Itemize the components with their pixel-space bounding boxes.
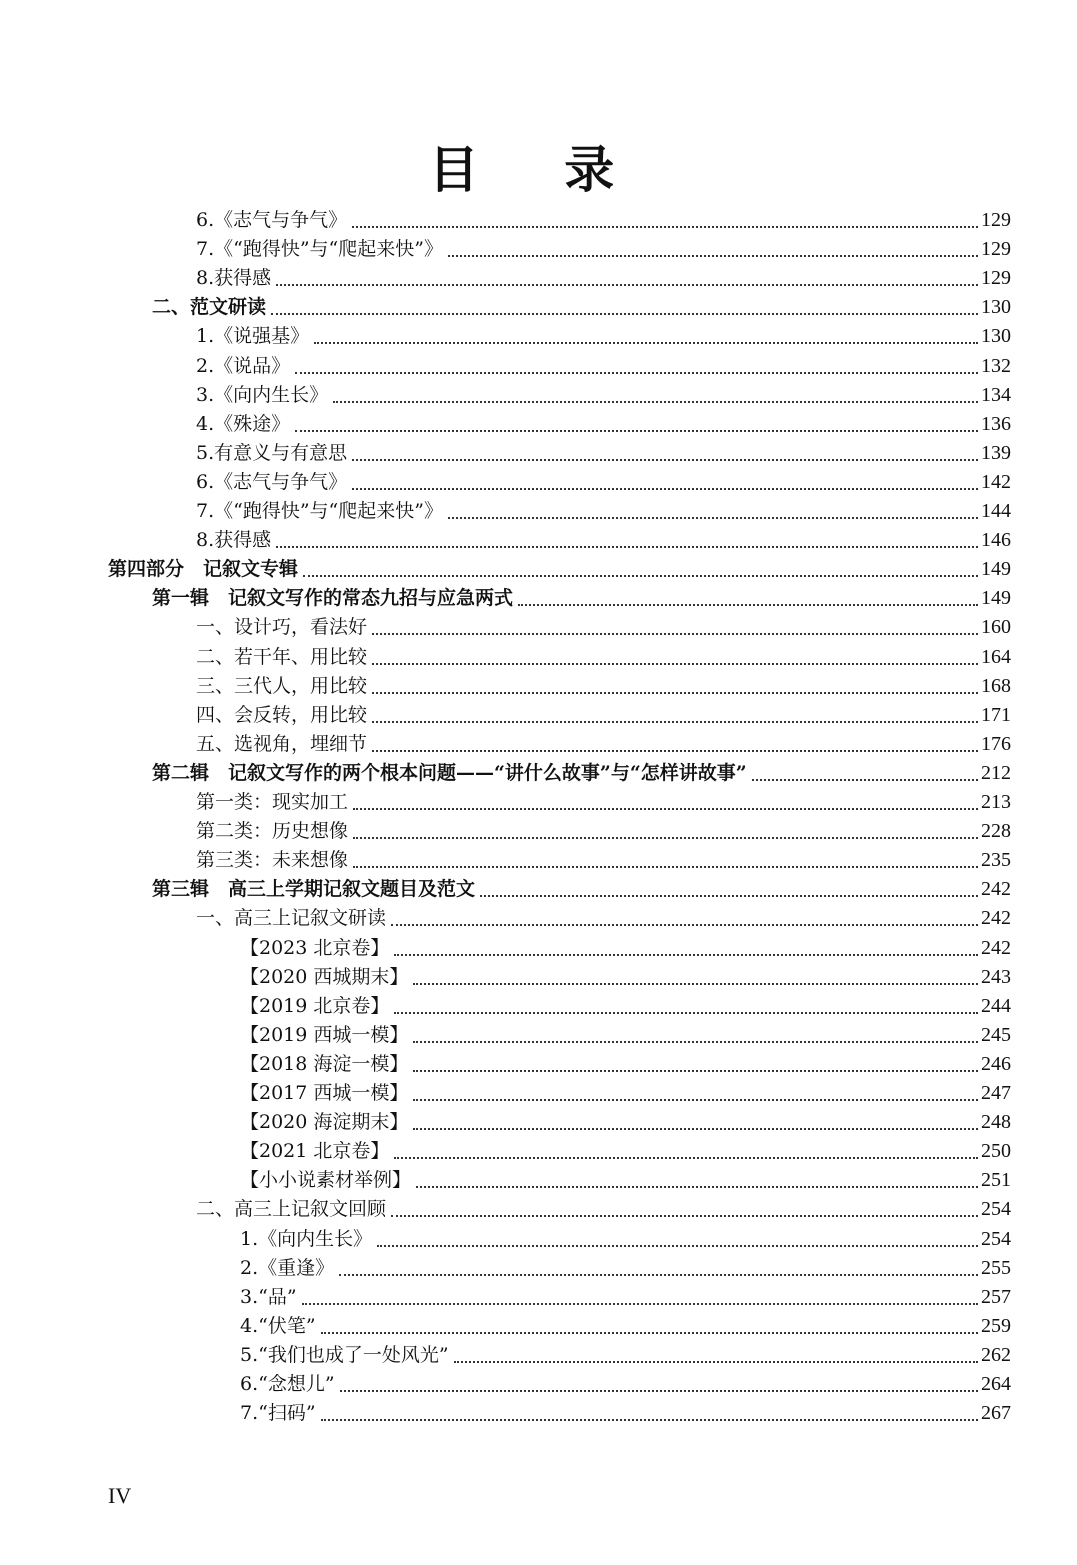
toc-dot-leader: [295, 372, 978, 374]
toc-dot-leader: [394, 954, 978, 956]
toc-entry[interactable]: [196, 206, 1011, 235]
toc-dot-leader: [314, 342, 978, 344]
toc-entry-page-number: 254: [981, 1228, 1011, 1250]
toc-entry-page-number: 160: [981, 616, 1011, 638]
toc-dot-leader: [372, 663, 978, 665]
toc-dot-leader: [413, 1041, 978, 1043]
toc-entry-label: 第三类：未来想像: [196, 849, 349, 871]
toc-entry-page-number: 149: [981, 587, 1011, 609]
toc-entry-label: 第一类：现实加工: [196, 791, 349, 813]
toc-entry-label: 【2019 北京卷】: [240, 995, 390, 1017]
toc-entry-page-number: 244: [981, 995, 1011, 1017]
toc-entry-page-number: 262: [981, 1344, 1011, 1366]
toc-entry[interactable]: [196, 730, 1011, 759]
toc-entry-label: 一、设计巧，看法好: [196, 616, 368, 638]
toc-entry[interactable]: [196, 701, 1011, 730]
toc-entry-label: 5.“我们也成了一处风光”: [240, 1344, 449, 1366]
toc-entry-label: 3.“品”: [240, 1286, 297, 1308]
toc-entry-label: 【小小说素材举例】: [240, 1169, 412, 1191]
page-title: 目 录: [428, 140, 649, 199]
toc-entry[interactable]: [196, 468, 1011, 497]
toc-entry-page-number: 264: [981, 1373, 1011, 1395]
toc-entry-page-number: 129: [981, 238, 1011, 260]
toc-entry[interactable]: [196, 817, 1011, 846]
toc-entry-page-number: 136: [981, 413, 1011, 435]
toc-entry-page-number: 257: [981, 1286, 1011, 1308]
page-number-folio: IV: [108, 1483, 132, 1508]
toc-entry-label: 第四部分 记叙文专辑: [108, 558, 299, 580]
toc-entry-page-number: 134: [981, 384, 1011, 406]
toc-entry-label: 【2017 西城一模】: [240, 1082, 409, 1104]
toc-entry-label: 6.《志气与争气》: [196, 209, 348, 231]
toc-entry[interactable]: [196, 497, 1011, 526]
toc-entry-page-number: 142: [981, 471, 1011, 493]
toc-dot-leader: [391, 924, 978, 926]
toc-entry[interactable]: [196, 410, 1011, 439]
toc-dot-leader: [271, 313, 978, 315]
toc-entry[interactable]: [152, 875, 1011, 904]
toc-entry[interactable]: [196, 381, 1011, 410]
toc-entry[interactable]: [196, 352, 1011, 381]
toc-dot-leader: [333, 401, 978, 403]
toc-entry[interactable]: [196, 846, 1011, 875]
toc-entry-label: 【2019 西城一模】: [240, 1024, 409, 1046]
toc-entry[interactable]: [240, 1370, 1011, 1399]
toc-dot-leader: [339, 1274, 978, 1276]
toc-dot-leader: [352, 226, 978, 228]
toc-entry-label: 一、高三上记叙文研读: [196, 907, 387, 929]
toc-entry-label: 第二类：历史想像: [196, 820, 349, 842]
toc-dot-leader: [454, 1361, 978, 1363]
toc-entry[interactable]: [240, 1225, 1011, 1254]
toc-entry-page-number: 242: [981, 937, 1011, 959]
toc-dot-leader: [448, 255, 978, 257]
toc-entry[interactable]: [196, 643, 1011, 672]
toc-dot-leader: [321, 1332, 978, 1334]
toc-entry-label: 二、高三上记叙文回顾: [196, 1198, 387, 1220]
toc-entry[interactable]: [196, 264, 1011, 293]
toc-entry-page-number: 246: [981, 1053, 1011, 1075]
toc-entry-label: 【2023 北京卷】: [240, 937, 390, 959]
toc-entry-page-number: 254: [981, 1198, 1011, 1220]
toc-entry-page-number: 242: [981, 878, 1011, 900]
toc-entry-label: 二、范文研读: [152, 296, 267, 318]
toc-entry-page-number: 168: [981, 675, 1011, 697]
toc-entry-page-number: 164: [981, 646, 1011, 668]
toc-dot-leader: [372, 633, 978, 635]
toc-entry-page-number: 243: [981, 966, 1011, 988]
toc-entry-label: 8.获得感: [196, 529, 272, 551]
toc-entry-page-number: 146: [981, 529, 1011, 551]
toc-entry[interactable]: [196, 1195, 1011, 1224]
toc-entry-page-number: 130: [981, 296, 1011, 318]
toc-entry-page-number: 245: [981, 1024, 1011, 1046]
toc-dot-leader: [518, 604, 978, 606]
toc-entry-label: 6.“念想儿”: [240, 1373, 335, 1395]
toc-entry[interactable]: [196, 235, 1011, 264]
toc-entry-label: 2.《重逢》: [240, 1257, 335, 1279]
toc-dot-leader: [295, 430, 978, 432]
toc-dot-leader: [413, 1099, 978, 1101]
toc-dot-leader: [413, 1128, 978, 1130]
toc-entry[interactable]: [240, 1283, 1011, 1312]
toc-entry-page-number: 228: [981, 820, 1011, 842]
toc-entry[interactable]: [240, 1254, 1011, 1283]
toc-entry-label: 四、会反转，用比较: [196, 704, 368, 726]
toc-entry[interactable]: [240, 1312, 1011, 1341]
toc-entry-page-number: 139: [981, 442, 1011, 464]
toc-dot-leader: [352, 488, 978, 490]
toc-entry-label: 1.《说强基》: [196, 325, 310, 347]
toc-dot-leader: [413, 983, 978, 985]
toc-entry-label: 4.《殊途》: [196, 413, 291, 435]
toc-dot-leader: [303, 575, 978, 577]
toc-entry-label: 【2018 海淀一模】: [240, 1053, 409, 1075]
toc-entry-label: 6.《志气与争气》: [196, 471, 348, 493]
toc-dot-leader: [321, 1419, 978, 1421]
toc-dot-leader: [480, 895, 978, 897]
toc-entry[interactable]: [240, 1399, 1011, 1428]
toc-entry[interactable]: [240, 1341, 1011, 1370]
toc-entry[interactable]: [108, 555, 1011, 584]
toc-entry[interactable]: [240, 963, 1011, 992]
toc-entry[interactable]: [152, 759, 1011, 788]
toc-entry-label: 4.“伏笔”: [240, 1315, 316, 1337]
toc-entry-page-number: 259: [981, 1315, 1011, 1337]
toc-dot-leader: [276, 284, 978, 286]
toc-entry-label: 7.“扫码”: [240, 1402, 316, 1424]
toc-entry-label: 第二辑 记叙文写作的两个根本问题——“讲什么故事”与“怎样讲故事”: [152, 762, 747, 784]
toc-entry-label: 五、选视角，埋细节: [196, 733, 368, 755]
toc-entry-label: 1.《向内生长》: [240, 1228, 373, 1250]
toc-entry-page-number: 132: [981, 355, 1011, 377]
toc-dot-leader: [394, 1012, 978, 1014]
toc-dot-leader: [413, 1070, 978, 1072]
toc-entry-label: 三、三代人，用比较: [196, 675, 368, 697]
toc-entry-page-number: 149: [981, 558, 1011, 580]
toc-entry-page-number: 242: [981, 907, 1011, 929]
toc-entry-label: 【2021 北京卷】: [240, 1140, 390, 1162]
toc-dot-leader: [353, 837, 978, 839]
toc-entry-label: 7.《“跑得快”与“爬起来快”》: [196, 238, 443, 260]
toc-entry[interactable]: [240, 1108, 1011, 1137]
toc-entry[interactable]: [196, 788, 1011, 817]
toc-entry-page-number: 212: [981, 762, 1011, 784]
toc-entry-page-number: 176: [981, 733, 1011, 755]
toc-entry[interactable]: [240, 992, 1011, 1021]
toc-entry-label: 【2020 西城期末】: [240, 966, 409, 988]
toc-dot-leader: [416, 1186, 978, 1188]
toc-entry-page-number: 250: [981, 1140, 1011, 1162]
toc-entry-label: 2.《说品》: [196, 355, 291, 377]
toc-entry-label: 二、若干年、用比较: [196, 646, 368, 668]
toc-entry[interactable]: [240, 1050, 1011, 1079]
toc-entry[interactable]: [240, 1079, 1011, 1108]
toc-entry[interactable]: [196, 322, 1011, 351]
toc-entry[interactable]: [240, 1166, 1011, 1195]
toc-entry[interactable]: [240, 1021, 1011, 1050]
toc-dot-leader: [377, 1245, 978, 1247]
toc-entry[interactable]: [196, 672, 1011, 701]
toc-entry-page-number: 129: [981, 209, 1011, 231]
toc-entry[interactable]: [240, 1137, 1011, 1166]
toc-dot-leader: [752, 779, 978, 781]
toc-entry-label: 第一辑 记叙文写作的常态九招与应急两式: [152, 587, 514, 609]
toc-entry[interactable]: [196, 526, 1011, 555]
toc-entry-page-number: 247: [981, 1082, 1011, 1104]
toc-dot-leader: [353, 808, 978, 810]
toc-dot-leader: [302, 1303, 978, 1305]
toc-entry-page-number: 251: [981, 1169, 1011, 1191]
toc-entry[interactable]: [196, 439, 1011, 468]
toc-entry-page-number: 144: [981, 500, 1011, 522]
toc-entry-label: 第三辑 高三上学期记叙文题目及范文: [152, 878, 476, 900]
toc-dot-leader: [394, 1157, 978, 1159]
toc-entry[interactable]: [240, 934, 1011, 963]
toc-entry[interactable]: [196, 613, 1011, 642]
toc-entry-page-number: 130: [981, 325, 1011, 347]
toc-entry-page-number: 171: [981, 704, 1011, 726]
toc-entry-page-number: 213: [981, 791, 1011, 813]
toc-dot-leader: [372, 721, 978, 723]
toc-entry[interactable]: [152, 584, 1011, 613]
toc-dot-leader: [372, 750, 978, 752]
toc-entry-label: 【2020 海淀期末】: [240, 1111, 409, 1133]
toc-entry-label: 3.《向内生长》: [196, 384, 329, 406]
toc-entry-label: 8.获得感: [196, 267, 272, 289]
toc-entry-page-number: 255: [981, 1257, 1011, 1279]
toc-entry-page-number: 267: [981, 1402, 1011, 1424]
toc-dot-leader: [372, 692, 978, 694]
toc-dot-leader: [340, 1390, 978, 1392]
toc-dot-leader: [353, 866, 978, 868]
toc-dot-leader: [391, 1215, 978, 1217]
toc-entry[interactable]: [196, 904, 1011, 933]
toc-entry-page-number: 129: [981, 267, 1011, 289]
toc-entry[interactable]: [152, 293, 1011, 322]
toc-dot-leader: [448, 517, 978, 519]
toc-entry-page-number: 248: [981, 1111, 1011, 1133]
toc-entry-label: 7.《“跑得快”与“爬起来快”》: [196, 500, 443, 522]
toc-entry-label: 5.有意义与有意思: [196, 442, 348, 464]
toc-dot-leader: [352, 459, 978, 461]
toc-dot-leader: [276, 546, 978, 548]
toc-entry-page-number: 235: [981, 849, 1011, 871]
